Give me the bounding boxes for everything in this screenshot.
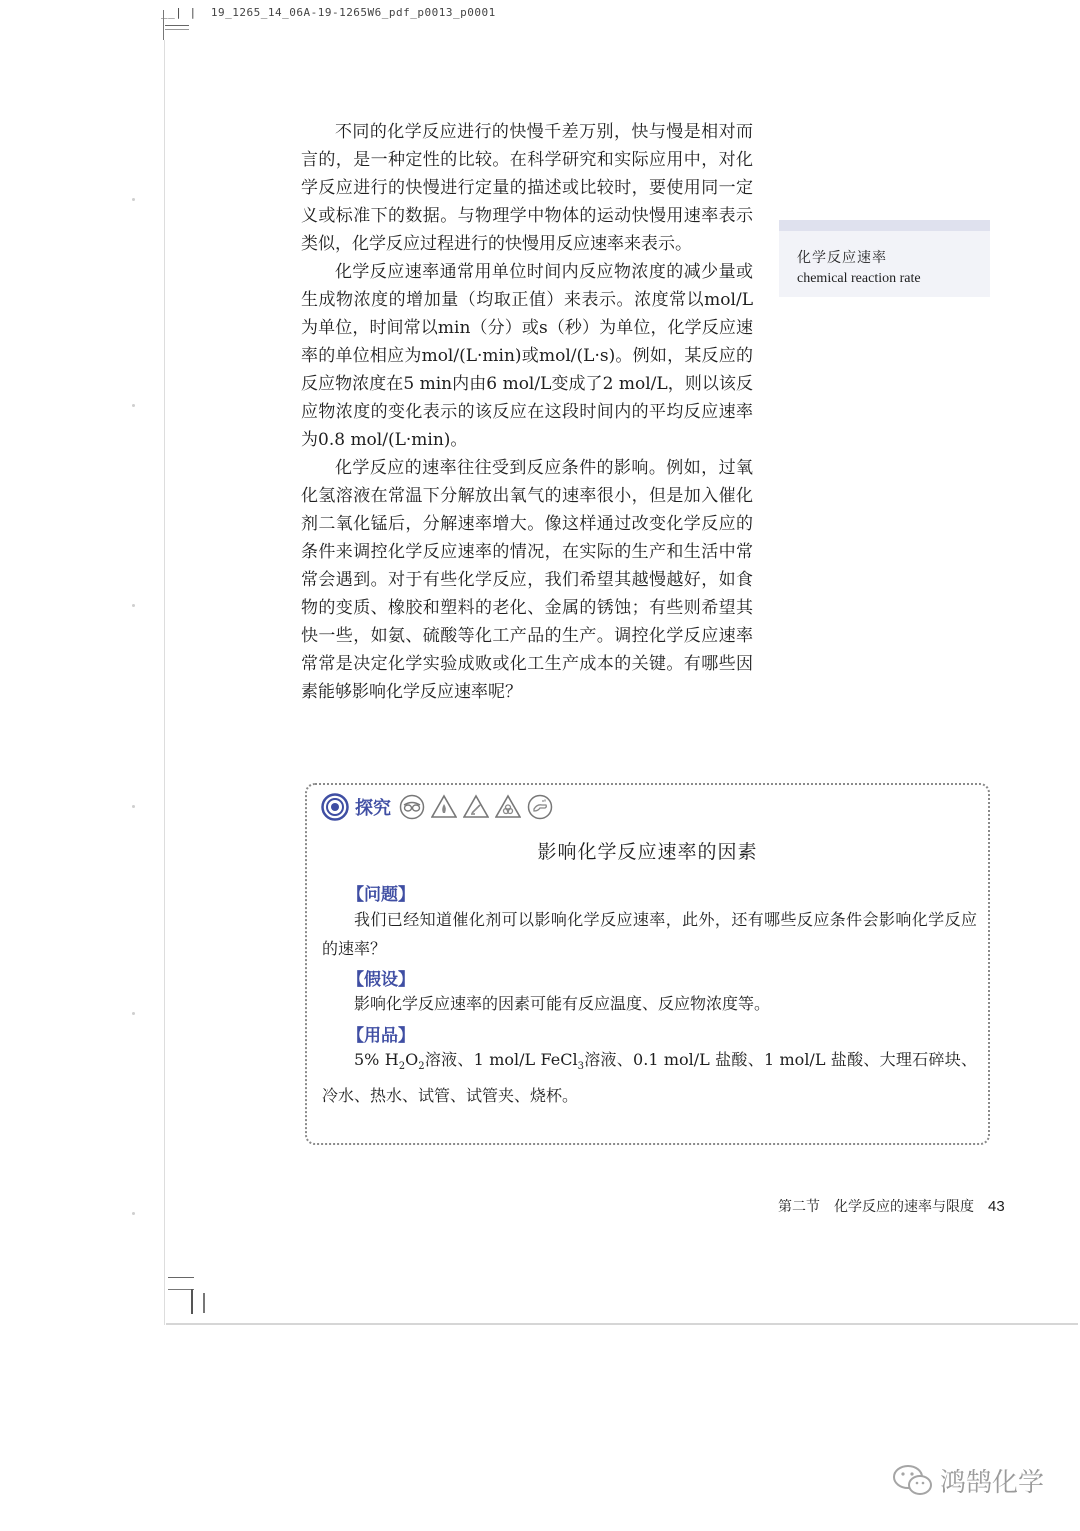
materials-paragraph [322,1045,977,1110]
safety-icons [399,794,553,820]
explore-box [305,783,990,1145]
margin-note-en: chemical reaction rate [797,271,921,286]
binding-dot [132,1212,135,1215]
explore-header [321,793,553,821]
page-number: 43 [988,1198,1005,1215]
question-heading: 【问题】 [347,885,415,905]
footer-section: 第二节 化学反应的速率与限度 [778,1199,974,1215]
explore-title: 影响化学反应速率的因素 [537,841,758,863]
body-paragraph: 化学反应速率通常用单位时间内反应物浓度的减少量或生成物浓度的增加量（均取正值）来表示。浓度常以mol/L为单位，时间常以min（分）或s（秒）为单位，化学反应速率的单位相应为mol/(L·min)或mol/(L·s)。例如，某反应的反应物浓度在5 min内由6 mol/L变成了2 mol/L，则以该反应物浓度的变化表示的该反应在这段时间内的平均反应速率为0.8 mol/(L·min)。 [301,262,753,450]
subscript: 2 [418,1061,425,1073]
binding-dot [132,1012,135,1015]
wechat-icon [892,1463,934,1499]
flame-warning-icon [431,794,457,820]
binding-dot [132,404,135,407]
materials-fecl: 溶液、1 mol/L FeCl [424,1050,578,1069]
question-text [322,905,977,963]
hypothesis-heading: 【假设】 [347,970,415,990]
hand-wash-icon [527,794,553,820]
crop-mark [203,1293,205,1313]
subscript: 3 [577,1061,584,1073]
scan-header-marks: __| | [161,6,211,19]
crop-mark [191,1289,193,1314]
materials-rest: 溶液、0.1 mol/L 盐酸、1 mol/L 盐酸、大理石碎块、冷水、热水、试管、试管夹、烧杯。 [322,1050,977,1106]
body-paragraph: 不同的化学反应进行的快慢千差万别，快与慢是相对而言的，是一种定性的比较。在科学研究和实际应用中，对化学反应进行的快慢进行定量的描述或比较时，要使用同一定义或标准下的数据。与物理学中物体的运动快慢用速率表示类似，化学反应过程进行的快慢用反应速率来表示。 [301,122,753,254]
binding-dot [132,805,135,808]
margin-note [779,231,990,297]
biohazard-warning-icon [495,794,521,820]
hypothesis-paragraph: 影响化学反应速率的因素可能有反应温度、反应物浓度等。 [354,994,771,1013]
body-text [301,118,753,706]
margin-note-bar [779,220,990,231]
body-paragraph: 化学反应的速率往往受到反应条件的影响。例如，过氧化氢溶液在常温下分解放出氧气的速率很小，但是加入催化剂二氧化锰后，分解速率增大。像这样通过改变化学反应的条件来调控化学反应速率的情况，在实际的生产和生活中常常会遇到。对于有些化学反应，我们希望其越慢越好，如食物的变质、橡胶和塑料的老化、金属的锈蚀；有些则希望其快一些，如氨、硫酸等化工产品的生产。调控化学反应速率常常是决定化学实验成败或化工生产成本的关键。有哪些因素能够影响化学反应速率呢？ [301,458,753,702]
materials-h2o2: 5% H [354,1050,399,1069]
binding-dot [132,604,135,607]
margin-note-zh: 化学反应速率 [797,250,887,266]
hazard-warning-icon [463,794,489,820]
scan-header [161,6,496,19]
watermark [892,1462,1044,1499]
crop-mark [165,29,189,30]
crop-mark [168,1277,194,1278]
crop-mark [165,25,189,26]
binding-dot [132,198,135,201]
page-footer [778,1196,1005,1216]
target-icon [321,793,349,821]
materials-o: O [405,1050,419,1069]
materials-text [322,1045,977,1110]
crop-mark [163,10,164,40]
hypothesis-text [322,989,977,1018]
question-paragraph: 我们已经知道催化剂可以影响化学反应速率，此外，还有哪些反应条件会影响化学反应的速率？ [322,910,977,958]
scan-header-text: 19_1265_14_06A-19-1265W6_pdf_p0013_p0001 [210,6,496,19]
page-edge [164,40,165,1325]
page-edge [166,1323,1078,1325]
subscript: 2 [398,1061,406,1073]
goggles-icon [399,794,425,820]
explore-label: 探究 [355,798,391,819]
watermark-text: 鸿鹄化学 [940,1468,1045,1498]
materials-heading: 【用品】 [347,1026,415,1046]
